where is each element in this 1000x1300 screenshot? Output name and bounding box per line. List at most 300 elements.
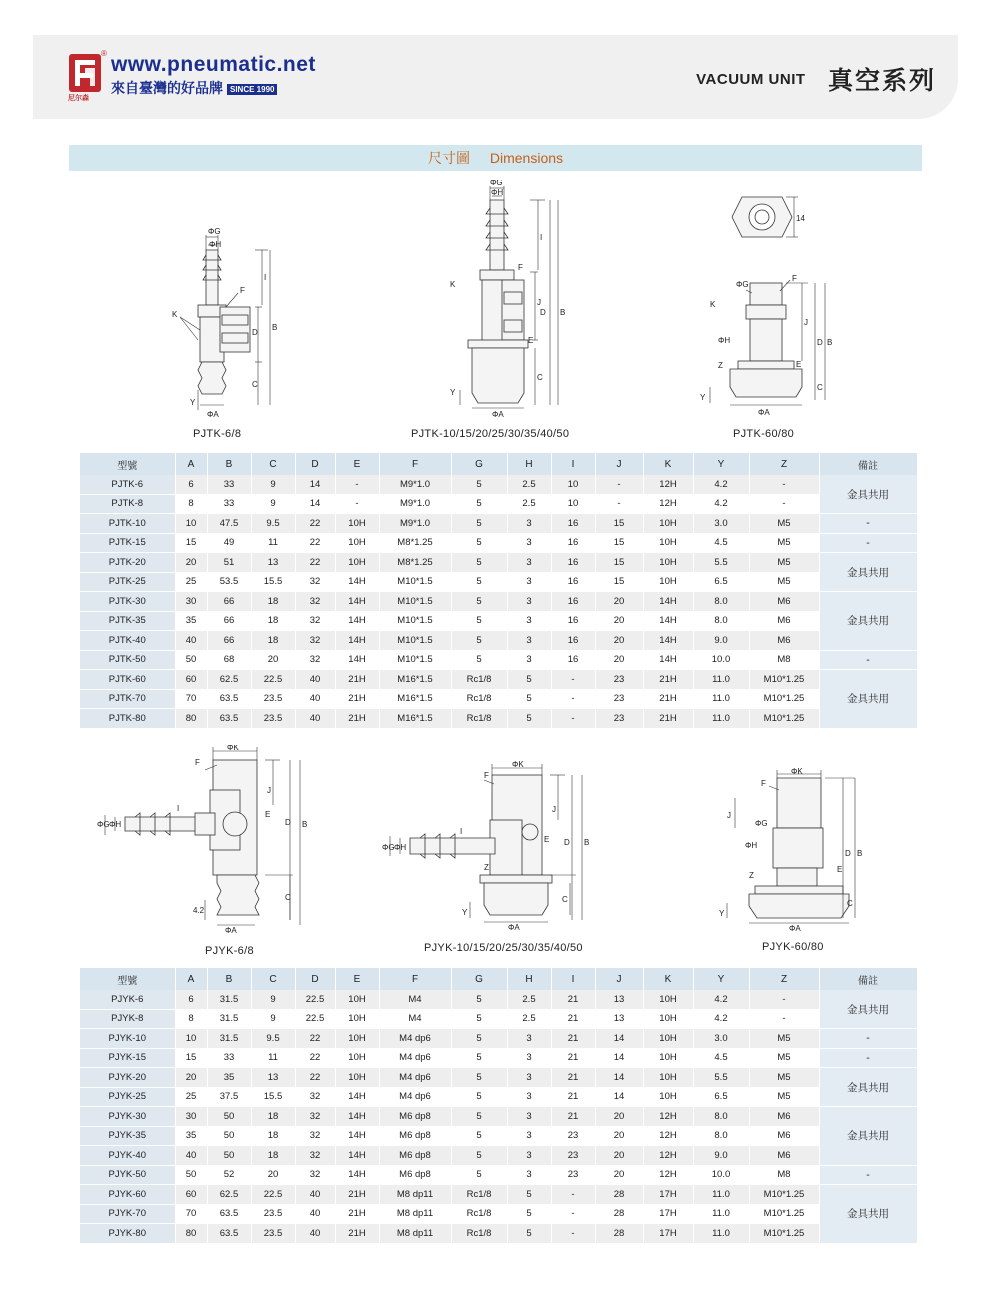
- table-cell: M6: [749, 1146, 819, 1166]
- table-cell: 3: [507, 611, 551, 631]
- table-cell: 28: [595, 1185, 643, 1205]
- table-cell: 63.5: [207, 1204, 251, 1224]
- table-cell: 52: [207, 1165, 251, 1185]
- table-cell: 11.0: [693, 1224, 749, 1244]
- table-cell: 47.5: [207, 514, 251, 534]
- table-cell: M5: [749, 514, 819, 534]
- table-cell: -: [551, 709, 595, 729]
- table-cell: 25: [175, 572, 207, 592]
- table-cell: M8 dp11: [379, 1224, 451, 1244]
- diagram-pjtk-6-8: [150, 225, 290, 420]
- label-c: C: [562, 895, 568, 904]
- table-cell: 35: [207, 1068, 251, 1088]
- remark-cell: 金具共用: [819, 553, 917, 592]
- table-cell: 32: [295, 611, 335, 631]
- table-cell: 9: [251, 990, 295, 1009]
- table-cell: 11.0: [693, 689, 749, 709]
- remark-cell: -: [819, 514, 917, 534]
- column-header: 備註: [819, 453, 917, 475]
- label-e: E: [528, 336, 534, 345]
- label-i: I: [460, 827, 463, 836]
- slogan-text: 來自臺灣的好品牌: [111, 80, 223, 96]
- table-cell: 18: [251, 1107, 295, 1127]
- table-cell: 53.5: [207, 572, 251, 592]
- table-cell: 35: [175, 1126, 207, 1146]
- table-cell: 32: [295, 1165, 335, 1185]
- column-header: F: [379, 968, 451, 990]
- table-cell: -: [551, 689, 595, 709]
- table-cell: 6: [175, 990, 207, 1009]
- label-c: C: [537, 373, 543, 382]
- table-cell: M10*1.5: [379, 650, 451, 670]
- section-title-cn: 尺寸圖: [427, 150, 470, 166]
- label-j: J: [267, 786, 271, 795]
- remark-cell: 金具共用: [819, 1107, 917, 1166]
- label-g: ΦG: [490, 180, 503, 187]
- brand-url[interactable]: www.pneumatic.net: [111, 53, 316, 76]
- table-cell: 3: [507, 514, 551, 534]
- table-cell: 20: [595, 592, 643, 612]
- table-cell: M6: [749, 592, 819, 612]
- table-cell: M8*1.25: [379, 533, 451, 553]
- table-cell: 14H: [335, 592, 379, 612]
- table-cell: 3.0: [693, 1029, 749, 1049]
- remark-cell: -: [819, 533, 917, 553]
- table-cell: 12H: [643, 1165, 693, 1185]
- diagram-pjtk-60-80: [690, 185, 850, 420]
- table-cell: 10H: [335, 553, 379, 573]
- table-cell: M16*1.5: [379, 689, 451, 709]
- label-d: D: [845, 849, 851, 858]
- table-cell: 11.0: [693, 1185, 749, 1205]
- registered-mark: ®: [101, 49, 107, 58]
- table-row: [80, 494, 917, 514]
- model-cell: PJYK-35: [80, 1126, 175, 1146]
- table-cell: 5: [507, 1224, 551, 1244]
- table-cell: 9.0: [693, 1146, 749, 1166]
- table-cell: 5: [451, 611, 507, 631]
- table-cell: 40: [295, 1185, 335, 1205]
- table-row: [80, 709, 917, 729]
- table-cell: 11.0: [693, 1204, 749, 1224]
- remark-cell: 金具共用: [819, 670, 917, 729]
- table-cell: 40: [295, 670, 335, 690]
- table-pjyk: [80, 968, 918, 1244]
- table-cell: M5: [749, 572, 819, 592]
- table-cell: 10.0: [693, 1165, 749, 1185]
- table-row: [80, 1185, 917, 1205]
- model-cell: PJYK-30: [80, 1107, 175, 1127]
- table-cell: 16: [551, 572, 595, 592]
- table-cell: M10*1.25: [749, 670, 819, 690]
- label-g: ΦG: [208, 227, 221, 236]
- table-cell: 66: [207, 631, 251, 651]
- diagram-pjtk-10-50: [420, 180, 580, 420]
- table-cell: M5: [749, 1029, 819, 1049]
- table-cell: 32: [295, 592, 335, 612]
- label-d: D: [252, 328, 258, 337]
- table-cell: 50: [207, 1107, 251, 1127]
- table-cell: 9.0: [693, 631, 749, 651]
- table-cell: 14H: [643, 592, 693, 612]
- table-cell: 14H: [335, 1087, 379, 1107]
- table-cell: 10H: [335, 514, 379, 534]
- remark-cell: -: [819, 1029, 917, 1049]
- table-row: [80, 1087, 917, 1107]
- model-cell: PJYK-70: [80, 1204, 175, 1224]
- column-header: G: [451, 453, 507, 475]
- table-cell: 23.5: [251, 709, 295, 729]
- table-cell: 2.5: [507, 1009, 551, 1029]
- table-cell: 20: [251, 650, 295, 670]
- table-cell: 5: [507, 689, 551, 709]
- table-row: [80, 1204, 917, 1224]
- table-cell: 23.5: [251, 1204, 295, 1224]
- table-cell: 66: [207, 592, 251, 612]
- logo-chinese-name: 尼尔森: [68, 95, 89, 102]
- table-cell: 5: [451, 514, 507, 534]
- table-cell: 17H: [643, 1224, 693, 1244]
- table-cell: M8 dp11: [379, 1204, 451, 1224]
- table-cell: 15: [595, 572, 643, 592]
- table-cell: 4.2: [693, 494, 749, 514]
- table-cell: 18: [251, 631, 295, 651]
- label-h: ΦH: [718, 336, 731, 345]
- table-cell: 15.5: [251, 572, 295, 592]
- label-d: D: [817, 338, 823, 347]
- table-cell: 22.5: [251, 1185, 295, 1205]
- title-en: VACUUM UNIT: [696, 70, 806, 88]
- table-cell: M4 dp6: [379, 1068, 451, 1088]
- label-z: Z: [484, 863, 489, 872]
- table-cell: 20: [175, 1068, 207, 1088]
- column-header: H: [507, 968, 551, 990]
- table-cell: 16: [551, 553, 595, 573]
- table-cell: 21H: [335, 1185, 379, 1205]
- table-cell: 20: [595, 631, 643, 651]
- label-a: ΦA: [508, 923, 520, 932]
- label-k: K: [172, 310, 178, 319]
- label-z: Z: [718, 361, 723, 370]
- column-header: E: [335, 968, 379, 990]
- column-header: Z: [749, 968, 819, 990]
- table-cell: 31.5: [207, 990, 251, 1009]
- table-cell: 30: [175, 1107, 207, 1127]
- table-cell: 33: [207, 1048, 251, 1068]
- table-cell: M5: [749, 553, 819, 573]
- table-cell: 3: [507, 1029, 551, 1049]
- table-cell: 9: [251, 475, 295, 494]
- label-e: E: [265, 810, 271, 819]
- table-cell: M10*1.25: [749, 1204, 819, 1224]
- table-cell: 21: [551, 1068, 595, 1088]
- table-cell: 40: [295, 1204, 335, 1224]
- table-cell: 6.5: [693, 572, 749, 592]
- remark-cell: 金具共用: [819, 1068, 917, 1107]
- table-cell: 4.2: [693, 990, 749, 1009]
- label-f: F: [518, 263, 523, 272]
- table-cell: M10*1.25: [749, 1224, 819, 1244]
- caption-pjtk-6-8: PJTK-6/8: [193, 428, 242, 440]
- table-cell: 3: [507, 1126, 551, 1146]
- table-cell: 10H: [643, 533, 693, 553]
- label-c: C: [847, 899, 853, 908]
- table-row: [80, 990, 917, 1009]
- table-cell: 5: [451, 1087, 507, 1107]
- table-cell: 3.0: [693, 514, 749, 534]
- label-d: D: [285, 818, 291, 827]
- table-cell: 20: [595, 1107, 643, 1127]
- table-cell: 16: [551, 650, 595, 670]
- label-y42: 4.2: [193, 906, 205, 915]
- table-cell: 3: [507, 631, 551, 651]
- table-cell: 9: [251, 494, 295, 514]
- table-cell: M4 dp6: [379, 1029, 451, 1049]
- table-cell: 23: [595, 709, 643, 729]
- table-cell: 22.5: [251, 670, 295, 690]
- column-header: F: [379, 453, 451, 475]
- table-cell: 5: [451, 631, 507, 651]
- table-row: [80, 1048, 917, 1068]
- label-g: ΦG: [97, 820, 110, 829]
- table-cell: 23: [595, 689, 643, 709]
- table-cell: M16*1.5: [379, 670, 451, 690]
- model-cell: PJYK-20: [80, 1068, 175, 1088]
- table-cell: 12H: [643, 475, 693, 494]
- label-f: F: [792, 274, 797, 283]
- section-title-en: Dimensions: [489, 150, 564, 166]
- table-cell: M6: [749, 611, 819, 631]
- table-cell: M8: [749, 1165, 819, 1185]
- table-cell: M5: [749, 1068, 819, 1088]
- table-cell: 40: [295, 1224, 335, 1244]
- table-row: [80, 1224, 917, 1244]
- table-cell: 23: [551, 1126, 595, 1146]
- label-b: B: [272, 323, 278, 332]
- label-k: ΦK: [791, 768, 803, 776]
- table-cell: 9.5: [251, 514, 295, 534]
- table-cell: M6: [749, 631, 819, 651]
- table-cell: 11: [251, 1048, 295, 1068]
- table-cell: 21H: [335, 1224, 379, 1244]
- table-cell: 50: [175, 650, 207, 670]
- table-cell: 16: [551, 592, 595, 612]
- table-cell: 5.5: [693, 1068, 749, 1088]
- table-cell: 14H: [335, 1126, 379, 1146]
- brand-slogan: [111, 78, 277, 98]
- table-cell: 15: [595, 553, 643, 573]
- table-cell: 8.0: [693, 1126, 749, 1146]
- column-header: H: [507, 453, 551, 475]
- table-cell: 3: [507, 1146, 551, 1166]
- table-cell: -: [595, 475, 643, 494]
- table-cell: 17H: [643, 1185, 693, 1205]
- table-row: [80, 1165, 917, 1185]
- table-cell: 4.2: [693, 1009, 749, 1029]
- label-h: ΦH: [109, 820, 122, 829]
- label-a: ΦA: [789, 924, 801, 933]
- table-cell: 5: [451, 1068, 507, 1088]
- table-cell: M6 dp8: [379, 1126, 451, 1146]
- table-cell: 11.0: [693, 670, 749, 690]
- model-cell: PJTK-60: [80, 670, 175, 690]
- table-cell: 14: [595, 1029, 643, 1049]
- brand-logo-icon: [69, 54, 101, 92]
- label-e: E: [796, 360, 802, 369]
- label-z: Z: [749, 871, 754, 880]
- table-cell: 5: [451, 1009, 507, 1029]
- table-cell: 16: [551, 514, 595, 534]
- table-cell: 50: [175, 1165, 207, 1185]
- table-cell: Rc1/8: [451, 1185, 507, 1205]
- table-cell: 80: [175, 709, 207, 729]
- table-cell: 40: [175, 1146, 207, 1166]
- table-cell: 22.5: [295, 1009, 335, 1029]
- label-j: J: [804, 318, 808, 327]
- table-cell: 5: [451, 990, 507, 1009]
- column-header: C: [251, 968, 295, 990]
- label-h: ΦH: [209, 240, 222, 249]
- model-cell: PJYK-15: [80, 1048, 175, 1068]
- table-cell: 21: [551, 1029, 595, 1049]
- table-cell: 5: [507, 709, 551, 729]
- label-y: Y: [450, 388, 456, 397]
- column-header: K: [643, 453, 693, 475]
- table-cell: 14H: [335, 650, 379, 670]
- diagram-pjyk-6-8: [95, 745, 315, 940]
- model-cell: PJTK-40: [80, 631, 175, 651]
- table-cell: 22: [295, 514, 335, 534]
- table-cell: 20: [251, 1165, 295, 1185]
- table-cell: 22: [295, 553, 335, 573]
- table-cell: -: [335, 494, 379, 514]
- table-cell: 16: [551, 611, 595, 631]
- model-cell: PJYK-50: [80, 1165, 175, 1185]
- table-cell: 8: [175, 494, 207, 514]
- table-cell: 51: [207, 553, 251, 573]
- label-a: ΦA: [225, 926, 237, 935]
- caption-pjyk-10-50: PJYK-10/15/20/25/30/35/40/50: [424, 942, 583, 954]
- model-cell: PJTK-25: [80, 572, 175, 592]
- table-cell: 15: [595, 514, 643, 534]
- table-cell: 8: [175, 1009, 207, 1029]
- table-cell: 10H: [643, 514, 693, 534]
- table-cell: 14: [595, 1087, 643, 1107]
- label-i: I: [264, 273, 267, 282]
- table-cell: -: [595, 494, 643, 514]
- label-a: ΦA: [758, 408, 770, 417]
- model-cell: PJYK-8: [80, 1009, 175, 1029]
- column-header: C: [251, 453, 295, 475]
- caption-pjtk-60-80: PJTK-60/80: [733, 428, 795, 440]
- diagram-pjyk-60-80: [715, 768, 875, 933]
- table-cell: 23: [595, 670, 643, 690]
- table-cell: 13: [251, 553, 295, 573]
- label-b: B: [827, 338, 833, 347]
- table-cell: 5: [451, 572, 507, 592]
- table-cell: 50: [207, 1146, 251, 1166]
- remark-cell: 金具共用: [819, 592, 917, 651]
- table-cell: M6: [749, 1126, 819, 1146]
- label-f: F: [195, 758, 200, 767]
- table-cell: 49: [207, 533, 251, 553]
- label-k: K: [450, 280, 456, 289]
- label-i: I: [540, 233, 543, 242]
- table-cell: 32: [295, 650, 335, 670]
- label-hex: 14: [796, 214, 805, 223]
- model-cell: PJTK-50: [80, 650, 175, 670]
- table-cell: M9*1.0: [379, 514, 451, 534]
- label-g: ΦG: [382, 843, 395, 852]
- table-cell: 10.0: [693, 650, 749, 670]
- label-g: ΦG: [736, 280, 749, 289]
- table-cell: M8 dp11: [379, 1185, 451, 1205]
- table-cell: 14H: [335, 572, 379, 592]
- table-cell: 30: [175, 592, 207, 612]
- table-cell: 11: [251, 533, 295, 553]
- model-cell: PJYK-60: [80, 1185, 175, 1205]
- table-cell: M6: [749, 1107, 819, 1127]
- label-a: ΦA: [492, 410, 504, 419]
- table-cell: 70: [175, 1204, 207, 1224]
- model-cell: PJTK-15: [80, 533, 175, 553]
- column-header: A: [175, 453, 207, 475]
- table-cell: -: [551, 1204, 595, 1224]
- table-cell: 5: [451, 650, 507, 670]
- label-k: ΦK: [512, 760, 524, 769]
- table-cell: 14: [295, 494, 335, 514]
- table-cell: 63.5: [207, 1224, 251, 1244]
- table-row: [80, 592, 917, 612]
- table-cell: 22: [295, 1048, 335, 1068]
- column-header: B: [207, 968, 251, 990]
- table-cell: 20: [595, 1146, 643, 1166]
- table-cell: 32: [295, 572, 335, 592]
- table-cell: 10H: [335, 1009, 379, 1029]
- title-cn: 真空系列: [827, 67, 936, 95]
- table-cell: Rc1/8: [451, 1204, 507, 1224]
- table-cell: 5: [507, 1204, 551, 1224]
- table-cell: 10: [175, 1029, 207, 1049]
- table-cell: 5: [451, 1146, 507, 1166]
- table-cell: 2.5: [507, 990, 551, 1009]
- table-cell: 13: [595, 990, 643, 1009]
- table-cell: M5: [749, 1048, 819, 1068]
- caption-pjyk-6-8: PJYK-6/8: [205, 945, 254, 957]
- table-cell: 5: [451, 592, 507, 612]
- table-cell: Rc1/8: [451, 709, 507, 729]
- model-cell: PJYK-40: [80, 1146, 175, 1166]
- table-cell: 8.0: [693, 592, 749, 612]
- table-cell: M10*1.5: [379, 592, 451, 612]
- model-cell: PJTK-20: [80, 553, 175, 573]
- label-k: ΦK: [227, 745, 239, 752]
- table-row: [80, 1009, 917, 1029]
- table-cell: 5: [451, 1048, 507, 1068]
- label-c: C: [285, 893, 291, 902]
- label-y: Y: [190, 398, 196, 407]
- table-cell: 14H: [335, 1165, 379, 1185]
- model-cell: PJTK-70: [80, 689, 175, 709]
- table-cell: -: [335, 475, 379, 494]
- remark-cell: 金具共用: [819, 1185, 917, 1244]
- column-header: D: [295, 453, 335, 475]
- caption-pjyk-60-80: PJYK-60/80: [762, 941, 824, 953]
- table-row: [80, 572, 917, 592]
- column-header: Y: [693, 968, 749, 990]
- remark-cell: -: [819, 1048, 917, 1068]
- table-cell: 10H: [643, 572, 693, 592]
